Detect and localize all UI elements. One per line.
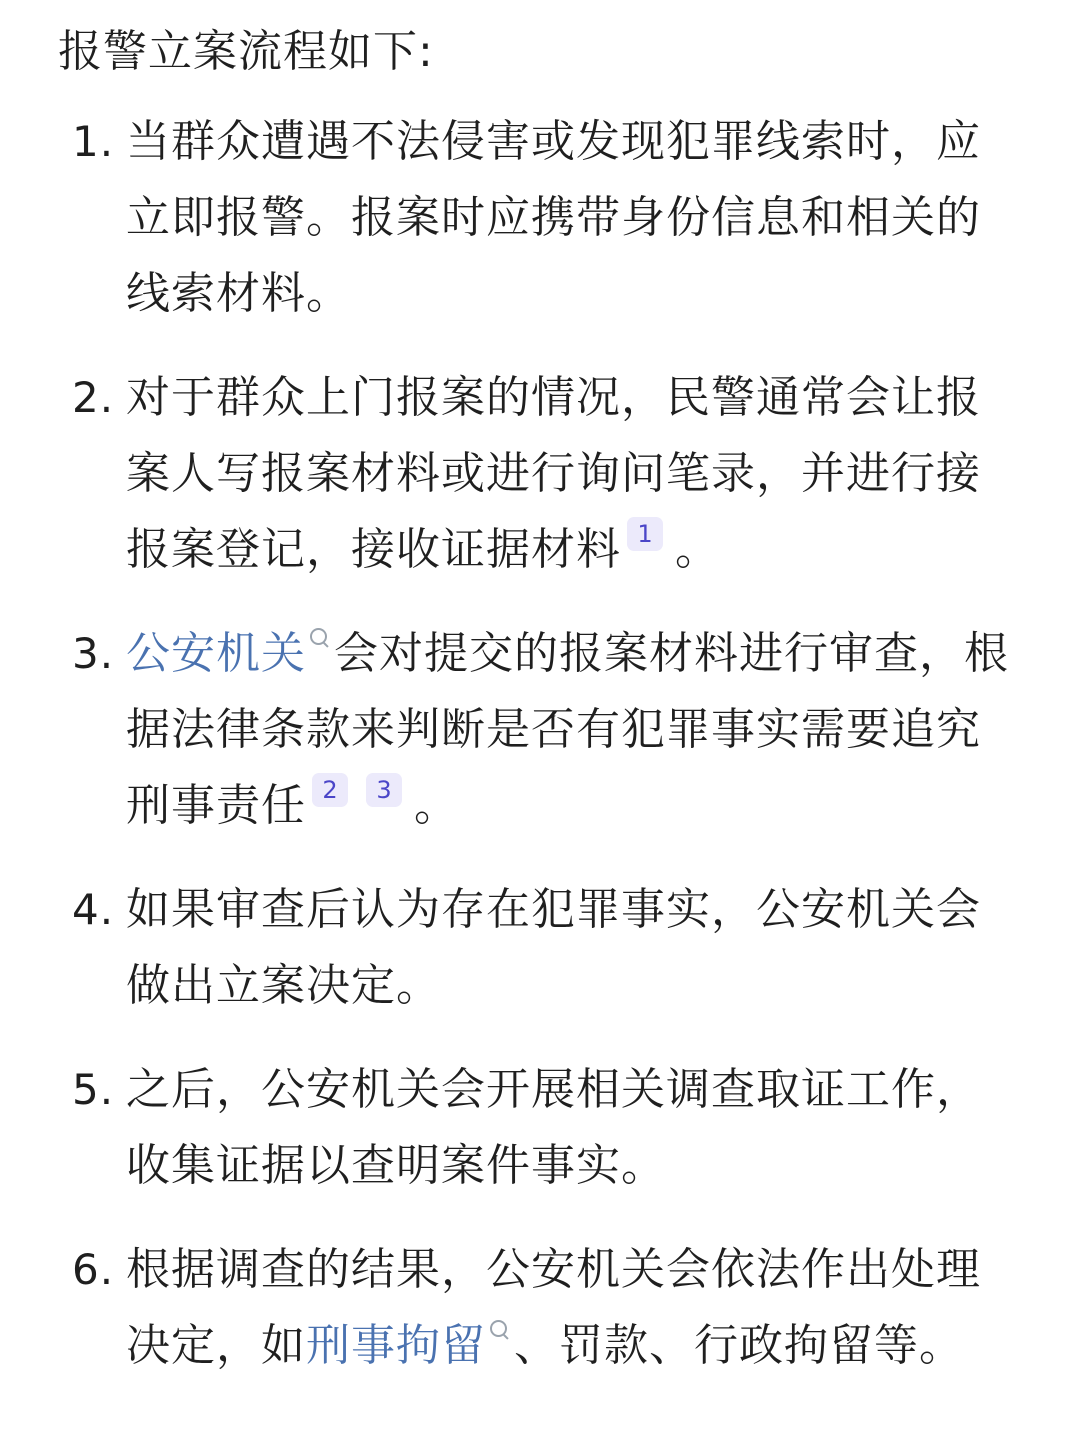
step-text: 之后，公安机关会开展相关调查取证工作，收集证据以查明案件事实。 (126, 1064, 981, 1191)
step-text: 如果审查后认为存在犯罪事实，公安机关会做出立案决定。 (126, 884, 981, 1011)
step-text: 根据调查的结果，公安机关会依法作出处理决定，如 (126, 1244, 981, 1371)
list-item-step-3 (58, 616, 1024, 844)
step-text: 当群众遭遇不法侵害或发现犯罪线索时，应立即报警。报案时应携带身份信息和相关的线索材料。 (126, 116, 981, 319)
citation-badge-2[interactable]: 2 (312, 773, 348, 807)
list-item-step-2 (58, 360, 1024, 588)
search-link-public-security[interactable]: 公安机关 (126, 628, 306, 679)
search-icon[interactable] (308, 626, 330, 652)
list-item-step-1 (58, 104, 1024, 332)
list-item-step-6 (58, 1232, 1024, 1384)
step-number: 2. (72, 373, 115, 422)
process-steps-list (58, 104, 1024, 1384)
step-number: 3. (72, 629, 115, 678)
step-number: 4. (72, 885, 115, 934)
citation-badge-1[interactable]: 1 (627, 517, 663, 551)
step-number: 5. (72, 1065, 115, 1114)
step-number: 1. (72, 117, 115, 166)
step-text-end: 。 (414, 780, 459, 831)
list-item-step-5 (58, 1052, 1024, 1204)
search-icon[interactable] (488, 1318, 510, 1344)
intro-text: 报警立案流程如下: (58, 26, 434, 77)
list-item-step-4 (58, 872, 1024, 1024)
step-text: 会对提交的报案材料进行审查，根据法律条款来判断是否有犯罪事实需要追究刑事责任 (126, 628, 1009, 831)
step-text-end: 、罚款、行政拘留等。 (514, 1320, 964, 1371)
step-text: 对于群众上门报案的情况，民警通常会让报案人写报案材料或进行询问笔录，并进行接报案登记，接收证据材料 (126, 372, 981, 575)
step-number: 6. (72, 1245, 115, 1294)
search-link-criminal-detention[interactable]: 刑事拘留 (306, 1320, 486, 1371)
step-text-end: 。 (675, 524, 720, 575)
citation-badge-3[interactable]: 3 (366, 773, 402, 807)
